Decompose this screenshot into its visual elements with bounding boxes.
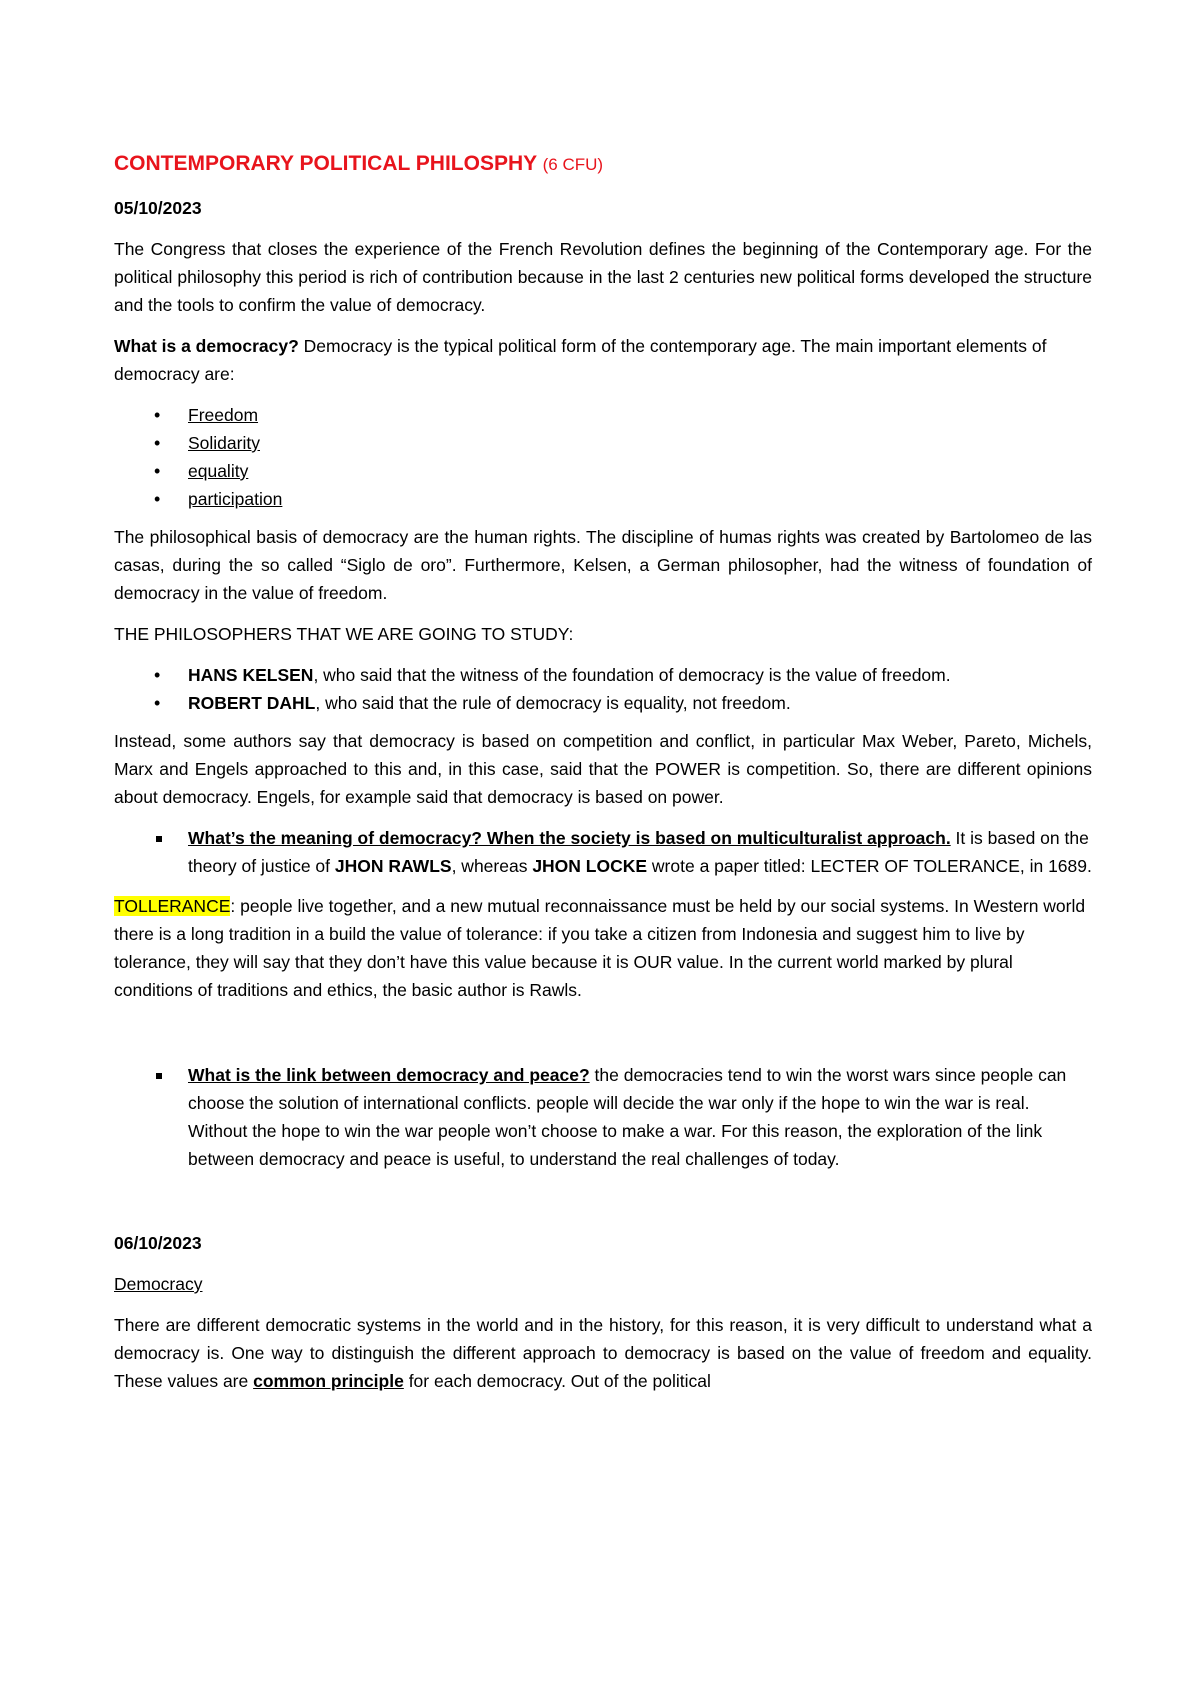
list-item: • Solidarity <box>114 429 1092 457</box>
philosophers-list <box>114 661 1092 717</box>
highlighted-term: TOLLERANCE <box>114 896 231 916</box>
tolerance-text: : people live together, and a new mutual reconnaissance must be held by our social systems. In Western world there is a long tradition in a build the value of tolerance: if you take a citizen from Indonesia and suggest him to live by tolerance, they will say that they don’t have this value because it is OUR value. In the current world marked by plural conditions of traditions and ethics, the basic author is Rawls. <box>114 896 1086 1000</box>
peace-answer: the democracies tend to win the worst wars since people can choose the solution of international conflicts. people will decide the war only if the hope to win the war is real. Without the hope to win the war people won’t choose to make a war. For this reason, the exploration of the link between democracy and peace is useful, to understand the real challenges of today. <box>188 1065 1067 1169</box>
subheading-democracy: Democracy <box>114 1274 203 1294</box>
meaning-question: What’s the meaning of democracy? When the society is based on multiculturalist approach. <box>188 828 951 848</box>
philosophers-heading: THE PHILOSOPHERS THAT WE ARE GOING TO STUDY: <box>114 624 574 644</box>
paragraph-democratic-systems <box>114 1311 1092 1395</box>
list-item: • equality <box>114 457 1092 485</box>
democracy-answer: Democracy is the typical political form of the contemporary age. The main important elements of democracy are: <box>114 336 1047 384</box>
common-principle-term: common principle <box>253 1371 404 1391</box>
philosopher-text: , who said that the rule of democracy is equality, not freedom. <box>315 693 791 713</box>
spacer <box>114 1185 1092 1229</box>
paragraph-intro: The Congress that closes the experience of the French Revolution defines the beginning of the Contemporary age. For the political philosophy this period is rich of contribution because in the last 2 centuries new political forms developed the structure and the tools to confirm the value of democracy. <box>114 239 1092 315</box>
text-span: There are different democratic systems in the world and in the history, for this reason, it is very difficult to understand what a democracy is. One way to distinguish the different approach to democracy is based on the value of freedom and equality. These values are <box>114 1315 1092 1391</box>
author-name: JHON LOCKE <box>532 856 648 876</box>
document-page <box>114 150 1092 1408</box>
list-item <box>114 1061 1092 1173</box>
title-cfu: (6 CFU) <box>542 155 604 174</box>
date-heading-2: 06/10/2023 <box>114 1233 202 1253</box>
list-item <box>114 824 1092 880</box>
list-item: • Freedom <box>114 401 1092 429</box>
paragraph-human-rights: The philosophical basis of democracy are the human rights. The discipline of humas rights was created by Bartolomeo de las casas, during the so called “Siglo de oro”. Furthermore, Kelsen, a German philosopher, had the witness of foundation of democracy in the value of freedom. <box>114 527 1092 603</box>
text-span: for each democracy. Out of the political <box>403 1371 711 1391</box>
list-item: • participation <box>114 485 1092 513</box>
list-item <box>114 689 1092 717</box>
question-list-1 <box>114 824 1092 880</box>
philosopher-name: HANS KELSEN <box>188 665 314 685</box>
elements-list <box>114 401 1092 513</box>
text-span: , whereas <box>451 856 533 876</box>
date-heading-1: 05/10/2023 <box>114 198 202 218</box>
democracy-question: What is a democracy? <box>114 336 299 356</box>
paragraph-competition: Instead, some authors say that democracy is based on competition and conflict, in particular Max Weber, Pareto, Michels, Marx and Engels approached to this and, in this case, said that the POWER is competition. So, there are different opinions about democracy. Engels, for example said that democracy is based on power. <box>114 731 1092 807</box>
paragraph-democracy-question <box>114 332 1092 388</box>
paragraph-tolerance <box>114 892 1092 1004</box>
spacer <box>114 1017 1092 1061</box>
text-span: wrote a paper titled: LECTER OF TOLERANCE, in 1689. <box>647 856 1092 876</box>
philosopher-name: ROBERT DAHL <box>188 693 316 713</box>
document-title <box>114 150 1092 179</box>
author-name: JHON RAWLS <box>334 856 452 876</box>
text-span: It is based on the theory of justice of <box>188 828 1089 876</box>
question-list-2 <box>114 1061 1092 1173</box>
title-text: CONTEMPORARY POLITICAL PHILOSPHY <box>114 152 537 175</box>
peace-question: What is the link between democracy and peace? <box>188 1065 590 1085</box>
list-item <box>114 661 1092 689</box>
philosopher-text: , who said that the witness of the foundation of democracy is the value of freedom. <box>313 665 951 685</box>
